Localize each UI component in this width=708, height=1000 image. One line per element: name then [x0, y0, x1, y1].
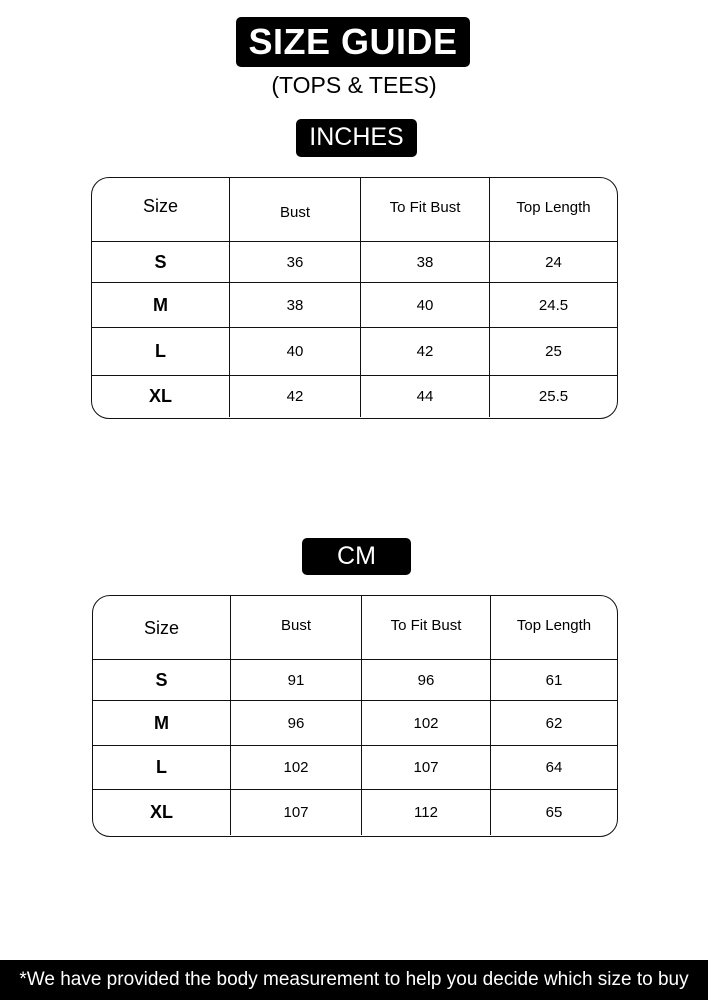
to-fit-bust-cell: 42 [361, 328, 490, 375]
inches-size-table [91, 177, 618, 419]
column-header-top-length: Top Length [516, 199, 591, 216]
size-cell: S [92, 242, 230, 282]
inches-section-label: INCHES [296, 119, 417, 157]
table-header-row [92, 178, 617, 242]
to-fit-bust-cell: 102 [362, 701, 491, 745]
bust-cell: 96 [231, 701, 362, 745]
table-row [93, 660, 617, 701]
to-fit-bust-cell: 107 [362, 746, 491, 789]
top-length-cell: 24 [545, 253, 562, 271]
page-subtitle: (TOPS & TEES) [271, 72, 437, 98]
cm-section-label: CM [302, 538, 411, 575]
top-length-cell: 62 [545, 714, 563, 732]
to-fit-bust-cell: 40 [361, 283, 490, 327]
bust-cell: 91 [231, 660, 362, 700]
column-header-size: Size [93, 596, 231, 659]
bust-cell: 107 [231, 790, 362, 835]
column-header-to-fit-bust: To Fit Bust [362, 596, 491, 659]
column-header-bust: Bust [230, 178, 361, 241]
top-length-cell: 61 [545, 671, 563, 689]
bust-cell: 38 [230, 283, 361, 327]
top-length-cell: 25.5 [538, 388, 569, 405]
table-row [93, 746, 617, 790]
bust-cell: 36 [230, 242, 361, 282]
table-row [92, 376, 617, 417]
bust-cell: 40 [230, 328, 361, 375]
table-row [92, 242, 617, 283]
to-fit-bust-cell: 44 [361, 376, 490, 417]
top-length-cell: 24.5 [538, 296, 569, 314]
size-cell: M [92, 283, 230, 327]
column-header-bust: Bust [231, 596, 362, 659]
size-cell: XL [93, 790, 231, 835]
cm-size-table [92, 595, 618, 837]
column-header-size: Size [92, 178, 230, 241]
table-row [93, 701, 617, 746]
table-header-row [93, 596, 617, 660]
bust-cell: 102 [231, 746, 362, 789]
size-cell: S [93, 660, 231, 700]
size-cell: M [93, 701, 231, 745]
size-cell: L [92, 328, 230, 375]
footer-note: *We have provided the body measurement to help you decide which size to buy [0, 960, 708, 1000]
column-header-top-length: Top Length [516, 617, 592, 634]
size-cell: L [93, 746, 231, 789]
table-row [92, 283, 617, 328]
size-cell: XL [92, 376, 230, 417]
table-row [92, 328, 617, 376]
column-header-to-fit-bust: To Fit Bust [361, 178, 490, 241]
page-title: SIZE GUIDE [236, 17, 470, 67]
top-length-cell: 25 [545, 343, 562, 360]
top-length-cell: 64 [545, 759, 563, 776]
to-fit-bust-cell: 96 [362, 660, 491, 700]
to-fit-bust-cell: 38 [361, 242, 490, 282]
top-length-cell: 65 [545, 804, 563, 821]
table-row [93, 790, 617, 835]
bust-cell: 42 [230, 376, 361, 417]
to-fit-bust-cell: 112 [362, 790, 491, 835]
